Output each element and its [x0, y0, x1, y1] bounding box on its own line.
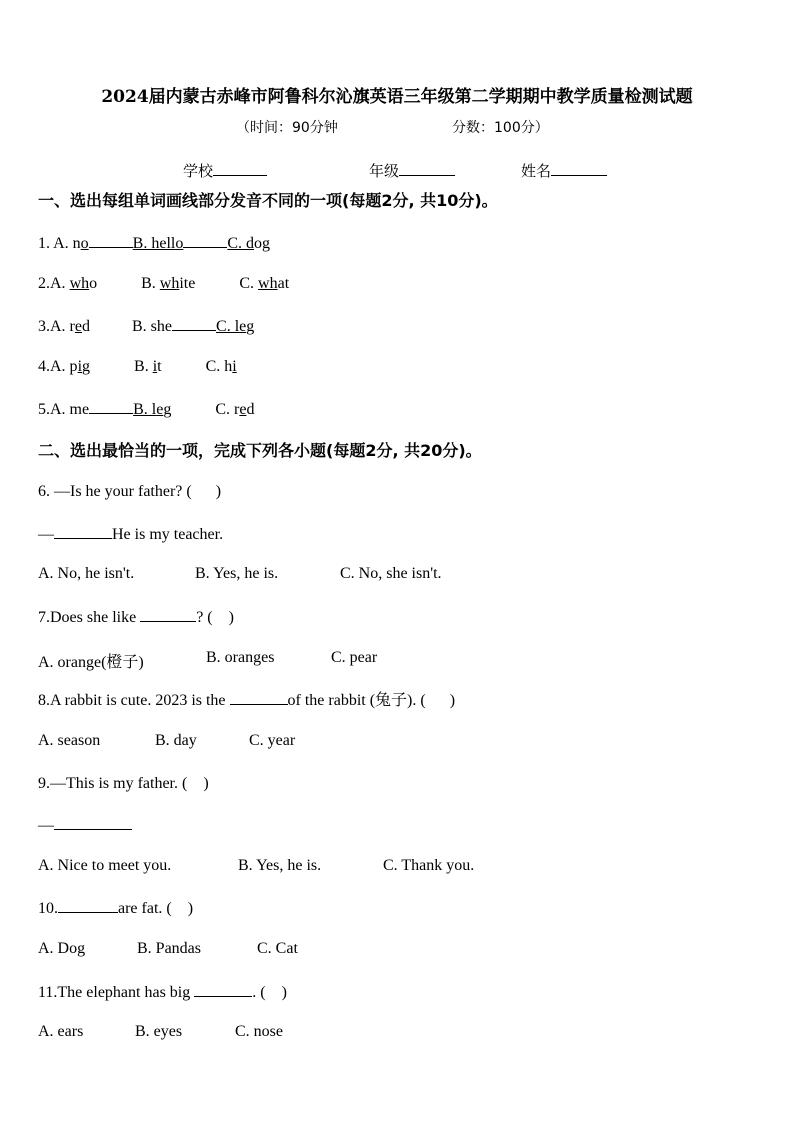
answer-blank[interactable] [58, 898, 118, 913]
school-field[interactable] [183, 160, 267, 181]
question-9-option-c[interactable]: C. Thank you. [383, 857, 475, 874]
page-title: 2024届内蒙古赤峰市阿鲁科尔沁旗英语三年级第二学期期中教学质量检测试题 [101, 87, 693, 107]
name-blank[interactable] [551, 161, 607, 176]
question-10-option-a[interactable]: A. Dog [38, 940, 86, 957]
question-3: 3.A. red B. she C. leg [38, 318, 255, 335]
question-6-reply: — He is my teacher. [38, 526, 224, 543]
name-field[interactable] [521, 160, 607, 181]
answer-blank[interactable] [54, 815, 132, 830]
question-10-option-b[interactable]: B. Pandas [137, 940, 201, 957]
exam-time: （时间：90分钟 [236, 120, 338, 136]
question-2: 2.A. who B. white C. what [38, 275, 290, 292]
question-6-stem: 6. —Is he your father? ( ) [38, 483, 222, 500]
question-1: 1. A. no B. hello C. dog [38, 235, 271, 252]
question-7-option-b[interactable]: B. oranges [206, 649, 275, 666]
grade-blank[interactable] [399, 161, 455, 176]
question-9-option-b[interactable]: B. Yes, he is. [238, 857, 322, 874]
question-9-stem: 9.—This is my father. ( ) [38, 775, 209, 792]
question-4: 4.A. pig B. it C. hi [38, 358, 237, 375]
answer-blank[interactable] [230, 690, 288, 705]
question-10-option-c[interactable]: C. Cat [257, 940, 298, 957]
question-11-stem: 11.The elephant has big . ( ) [38, 984, 287, 1001]
section2-heading: 二、选出最恰当的一项，完成下列各小题(每题2分, 共20分)。 [38, 441, 482, 460]
school-blank[interactable] [213, 161, 267, 176]
question-6-option-a[interactable]: A. No, he isn't. [38, 565, 135, 582]
grade-label: 年级 [369, 162, 400, 180]
question-11-option-b[interactable]: B. eyes [135, 1023, 183, 1040]
question-9-option-a[interactable]: A. Nice to meet you. [38, 857, 172, 874]
exam-score: 分数：100分） [452, 120, 549, 136]
question-7-option-c[interactable]: C. pear [331, 649, 378, 666]
answer-blank[interactable] [194, 982, 252, 997]
question-8-stem: 8.A rabbit is cute. 2023 is the of the rabbit (兔子). ( ) [38, 692, 456, 709]
question-7-option-a[interactable]: A. orange(橙子) [38, 654, 144, 671]
answer-blank[interactable] [140, 607, 196, 622]
name-label: 姓名 [521, 162, 552, 180]
answer-blank[interactable] [54, 524, 112, 539]
question-11-option-c[interactable]: C. nose [235, 1023, 283, 1040]
grade-field[interactable] [369, 160, 455, 181]
question-10-stem: 10. are fat. ( ) [38, 900, 194, 917]
question-6-option-c[interactable]: C. No, she isn't. [340, 565, 442, 582]
question-5: 5.A. me B. leg C. red [38, 401, 255, 418]
school-label: 学校 [183, 162, 214, 180]
question-6-option-b[interactable]: B. Yes, he is. [195, 565, 279, 582]
question-11-option-a[interactable]: A. ears [38, 1023, 84, 1040]
section1-heading: 一、选出每组单词画线部分发音不同的一项(每题2分, 共10分)。 [38, 191, 498, 210]
question-9-reply: — [38, 815, 132, 836]
question-8-option-a[interactable]: A. season [38, 732, 101, 749]
question-8-option-c[interactable]: C. year [249, 732, 296, 749]
question-8-option-b[interactable]: B. day [155, 732, 197, 749]
question-7-stem: 7.Does she like ? ( ) [38, 609, 234, 626]
